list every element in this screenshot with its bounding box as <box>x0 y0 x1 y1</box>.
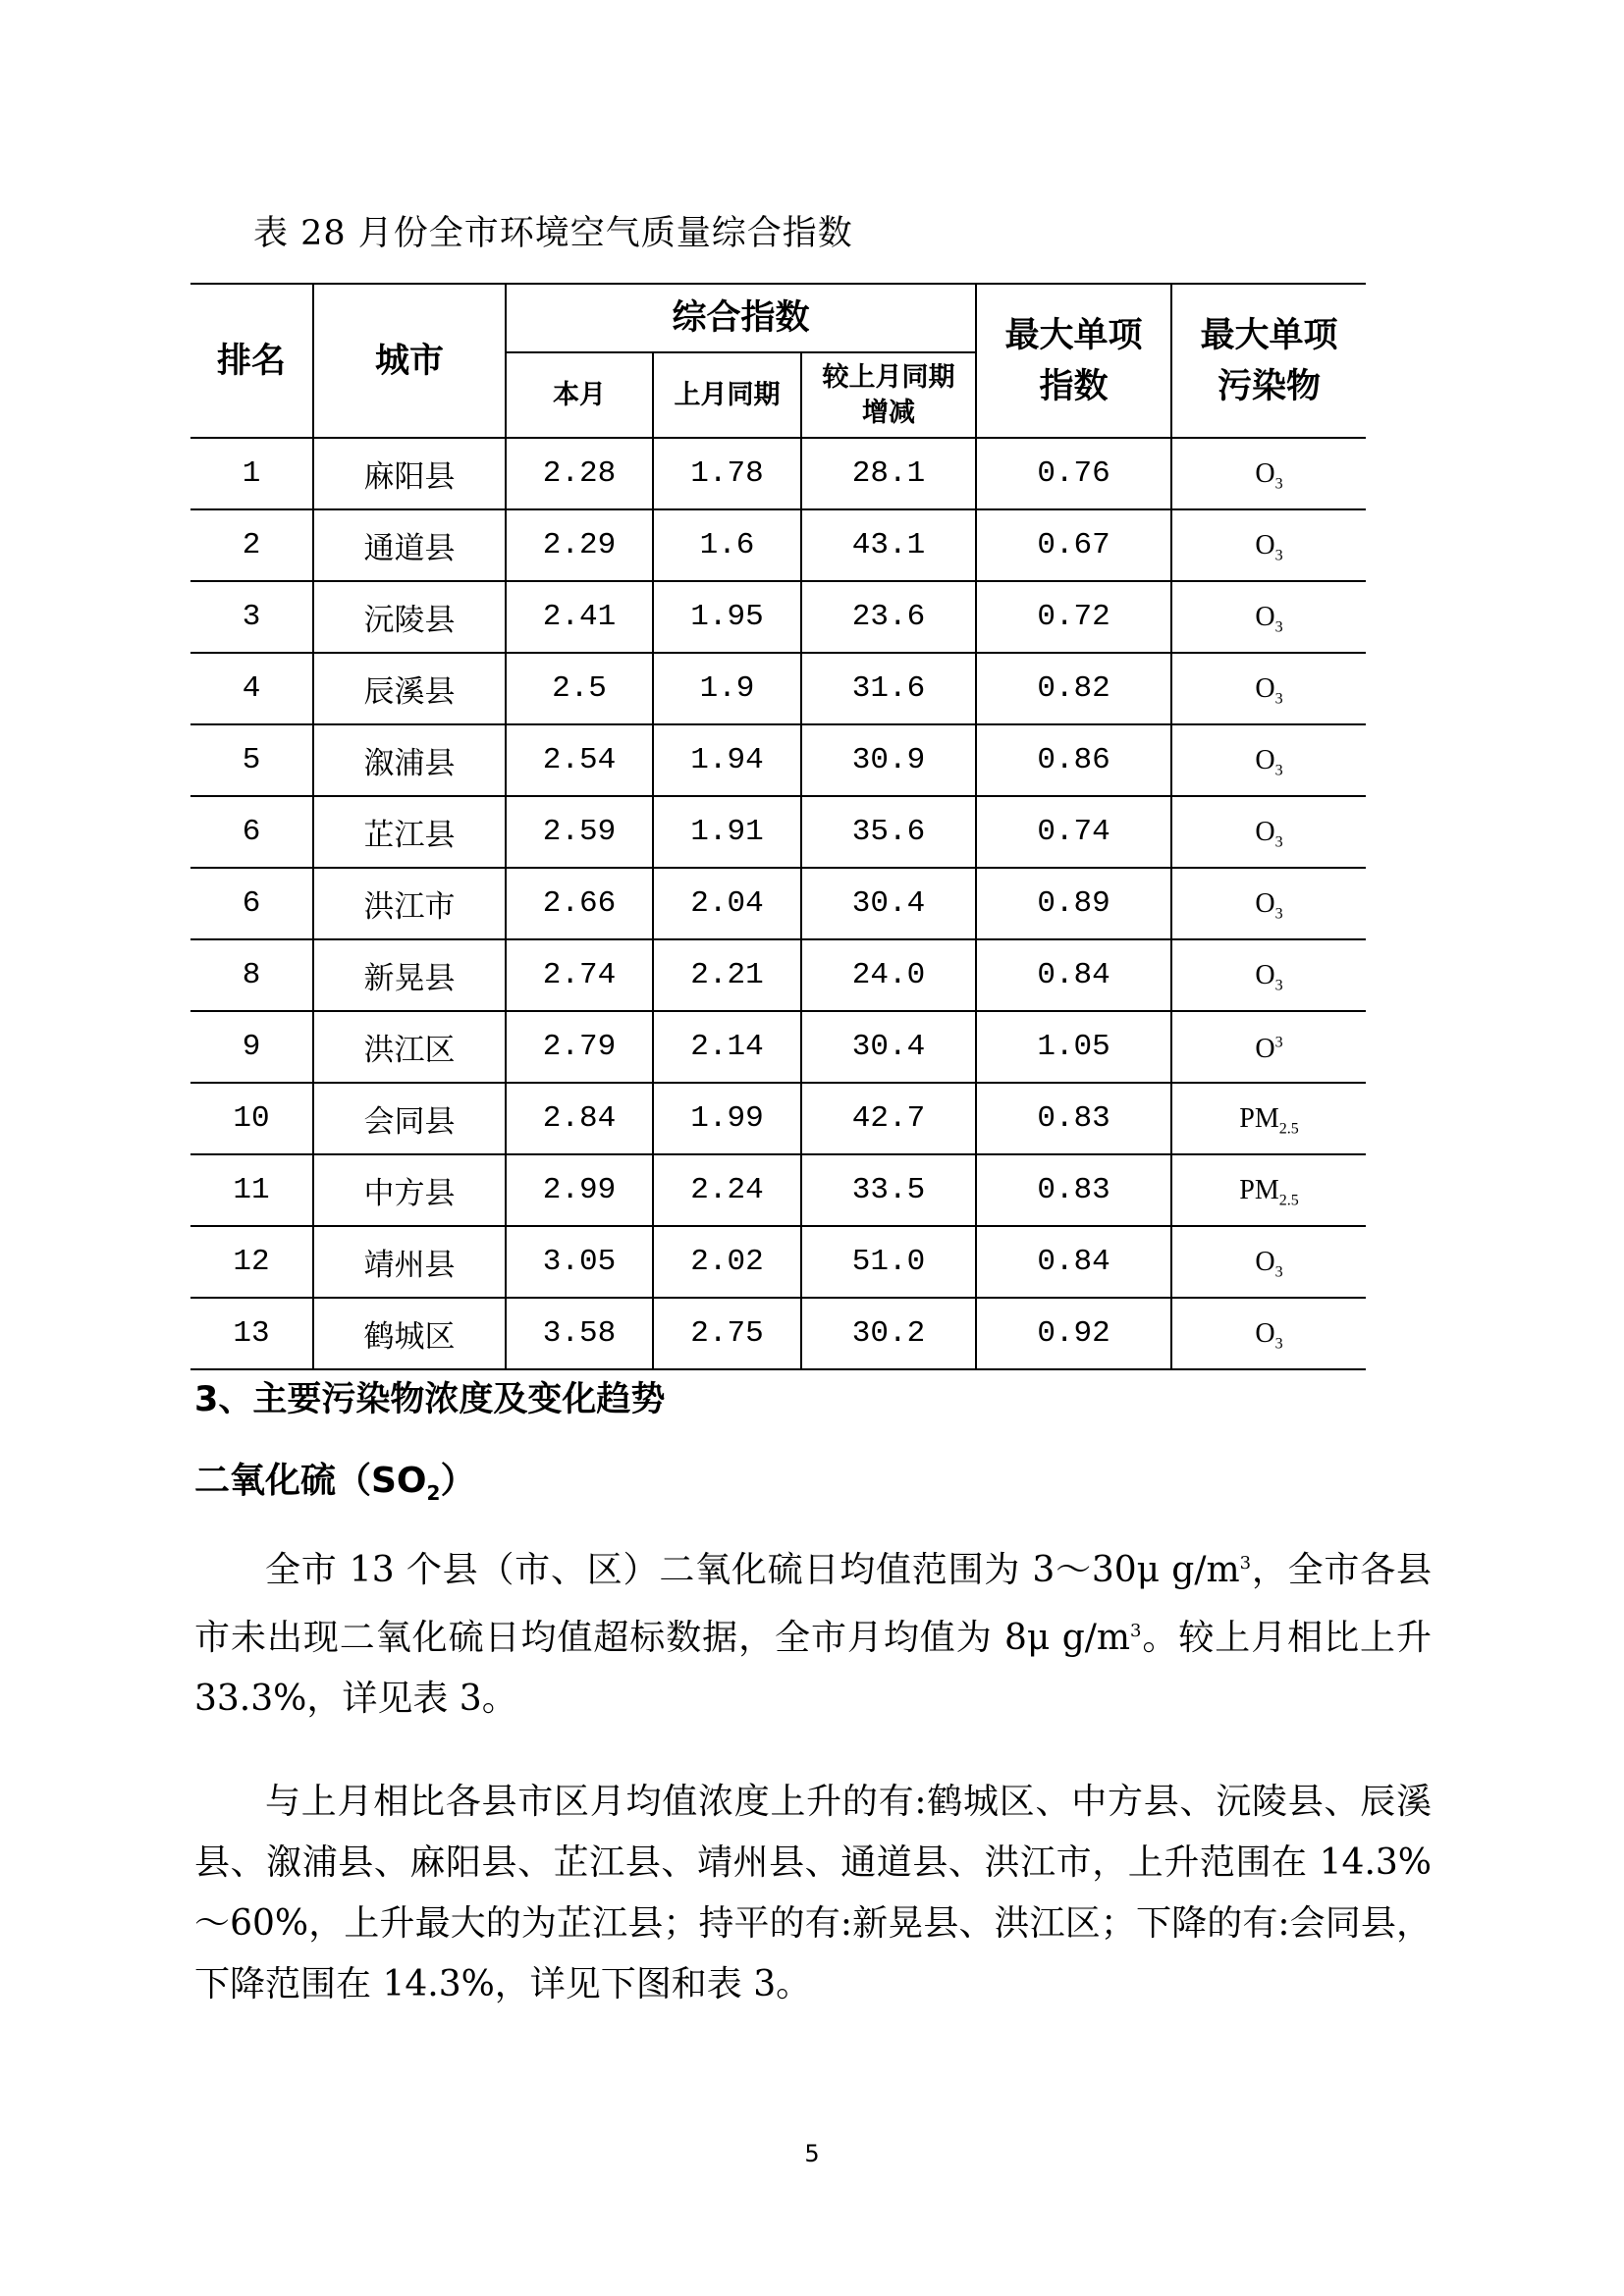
cell-city: 中方县 <box>313 1154 506 1226</box>
table-row <box>190 1011 1366 1083</box>
table-row <box>190 581 1366 653</box>
cell-rank: 3 <box>190 581 313 653</box>
cell-this-month: 2.66 <box>506 868 653 939</box>
so2-paragraph-2: 与上月相比各县市区月均值浓度上升的有:鹤城区、中方县、沅陵县、辰溪县、溆浦县、麻阳县、芷江县、靖州县、通道县、洪江市，上升范围在 14.3%～60%，上升最大的为芷江县；持平的有:新晃县、洪江区；下降的有:会同县，下降范围在 14.3%，详见下图和表 3。 <box>194 1782 1432 2004</box>
cell-city: 靖州县 <box>313 1226 506 1298</box>
table-row <box>190 1154 1366 1226</box>
cell-city: 洪江区 <box>313 1011 506 1083</box>
table-row <box>190 1226 1366 1298</box>
cell-change: 30.9 <box>801 724 976 796</box>
cell-city: 芷江县 <box>313 796 506 868</box>
cell-rank: 6 <box>190 868 313 939</box>
cell-last-year: 1.99 <box>653 1083 801 1154</box>
cell-max-pollutant: $O_3$ <box>1171 438 1366 509</box>
cell-change: 30.2 <box>801 1298 976 1369</box>
cell-max-index: 0.83 <box>976 1154 1171 1226</box>
cell-max-pollutant: $O_3$ <box>1171 724 1366 796</box>
cell-change: 31.6 <box>801 653 976 724</box>
cell-change: 42.7 <box>801 1083 976 1154</box>
cell-rank: 13 <box>190 1298 313 1369</box>
cell-city: 溆浦县 <box>313 724 506 796</box>
cell-last-year: 1.78 <box>653 438 801 509</box>
cell-max-pollutant: $PM_{2.5}$ <box>1171 1083 1366 1154</box>
cell-rank: 4 <box>190 653 313 724</box>
cell-max-index: 0.76 <box>976 438 1171 509</box>
cell-last-year: 1.95 <box>653 581 801 653</box>
cell-this-month: 2.29 <box>506 509 653 581</box>
cell-max-pollutant: $O_3$ <box>1171 868 1366 939</box>
cell-last-year: 2.02 <box>653 1226 801 1298</box>
cell-max-index: 0.92 <box>976 1298 1171 1369</box>
cell-max-pollutant: $O_3$ <box>1171 939 1366 1011</box>
cell-last-year: 1.6 <box>653 509 801 581</box>
cell-max-pollutant: $O_3$ <box>1171 796 1366 868</box>
header-this-month: 本月 <box>506 352 653 438</box>
cell-last-year: 2.04 <box>653 868 801 939</box>
cell-max-pollutant: $O_3$ <box>1171 653 1366 724</box>
page-number: 5 <box>804 2140 820 2167</box>
cell-change: 28.1 <box>801 438 976 509</box>
cell-change: 30.4 <box>801 1011 976 1083</box>
cell-rank: 1 <box>190 438 313 509</box>
cell-rank: 2 <box>190 509 313 581</box>
cell-change: 51.0 <box>801 1226 976 1298</box>
cell-last-year: 1.91 <box>653 796 801 868</box>
cell-this-month: 3.05 <box>506 1226 653 1298</box>
table-row <box>190 939 1366 1011</box>
cell-max-pollutant: $O_3$ <box>1171 1298 1366 1369</box>
cell-rank: 9 <box>190 1011 313 1083</box>
cell-this-month: 3.58 <box>506 1298 653 1369</box>
cell-this-month: 2.54 <box>506 724 653 796</box>
cell-city: 会同县 <box>313 1083 506 1154</box>
cell-city: 辰溪县 <box>313 653 506 724</box>
cell-last-year: 1.9 <box>653 653 801 724</box>
table-row <box>190 509 1366 581</box>
cell-max-index: 0.67 <box>976 509 1171 581</box>
cell-max-index: 0.72 <box>976 581 1171 653</box>
cell-max-index: 0.82 <box>976 653 1171 724</box>
so2-paragraph-1: 全市 13 个县（市、区）二氧化硫日均值范围为 3～30μ $g/m^3$，全市各县市未出现二氧化硫日均值超标数据，全市月均值为 8μ $g/m^3$。较上月相比上升 33.3%，详见表 3。 <box>194 1550 1432 1719</box>
cell-rank: 12 <box>190 1226 313 1298</box>
cell-this-month: 2.28 <box>506 438 653 509</box>
so2-heading: 二氧化硫$(SO_2)$ <box>194 1461 476 1506</box>
cell-city: 通道县 <box>313 509 506 581</box>
cell-max-pollutant: $O_3$ <box>1171 581 1366 653</box>
header-composite: 综合指数 <box>506 284 976 352</box>
cell-max-pollutant: $PM_{2.5}$ <box>1171 1154 1366 1226</box>
cell-change: 23.6 <box>801 581 976 653</box>
cell-this-month: 2.5 <box>506 653 653 724</box>
cell-rank: 6 <box>190 796 313 868</box>
cell-city: 沅陵县 <box>313 581 506 653</box>
cell-city: 洪江市 <box>313 868 506 939</box>
cell-this-month: 2.59 <box>506 796 653 868</box>
cell-last-year: 2.14 <box>653 1011 801 1083</box>
cell-this-month: 2.41 <box>506 581 653 653</box>
cell-this-month: 2.84 <box>506 1083 653 1154</box>
table-row <box>190 653 1366 724</box>
header-change: 较上月同期增减 <box>801 352 976 438</box>
cell-city: 麻阳县 <box>313 438 506 509</box>
cell-last-year: 1.94 <box>653 724 801 796</box>
cell-rank: 10 <box>190 1083 313 1154</box>
cell-max-index: 0.83 <box>976 1083 1171 1154</box>
cell-max-index: 0.86 <box>976 724 1171 796</box>
cell-max-pollutant: $O_3$ <box>1171 1226 1366 1298</box>
cell-this-month: 2.79 <box>506 1011 653 1083</box>
cell-max-index: 1.05 <box>976 1011 1171 1083</box>
cell-city: 新晃县 <box>313 939 506 1011</box>
cell-change: 43.1 <box>801 509 976 581</box>
header-city: 城市 <box>313 284 506 438</box>
cell-max-index: 0.74 <box>976 796 1171 868</box>
cell-this-month: 2.99 <box>506 1154 653 1226</box>
air-quality-table <box>190 283 1366 1370</box>
section-heading: 3、主要污染物浓度及变化趋势 <box>194 1380 666 1419</box>
cell-max-index: 0.84 <box>976 939 1171 1011</box>
table-row <box>190 438 1366 509</box>
cell-last-year: 2.75 <box>653 1298 801 1369</box>
cell-max-index: 0.84 <box>976 1226 1171 1298</box>
table-row <box>190 1083 1366 1154</box>
table-row <box>190 796 1366 868</box>
cell-change: 30.4 <box>801 868 976 939</box>
table-row <box>190 868 1366 939</box>
header-last-year: 上月同期 <box>653 352 801 438</box>
table-row <box>190 1298 1366 1369</box>
cell-rank: 11 <box>190 1154 313 1226</box>
cell-last-year: 2.21 <box>653 939 801 1011</box>
table-row <box>190 724 1366 796</box>
cell-rank: 5 <box>190 724 313 796</box>
cell-change: 35.6 <box>801 796 976 868</box>
cell-change: 33.5 <box>801 1154 976 1226</box>
header-max-pollutant: 最大单项污染物 <box>1171 284 1366 438</box>
header-max-index: 最大单项指数 <box>976 284 1171 438</box>
cell-city: 鹤城区 <box>313 1298 506 1369</box>
cell-this-month: 2.74 <box>506 939 653 1011</box>
cell-max-pollutant: $O_3$ <box>1171 509 1366 581</box>
cell-change: 24.0 <box>801 939 976 1011</box>
table-caption: 表 28 月份全市环境空气质量综合指数 <box>253 214 853 253</box>
cell-max-pollutant: $O^3$ <box>1171 1011 1366 1083</box>
header-rank: 排名 <box>190 284 313 438</box>
cell-rank: 8 <box>190 939 313 1011</box>
cell-last-year: 2.24 <box>653 1154 801 1226</box>
cell-max-index: 0.89 <box>976 868 1171 939</box>
